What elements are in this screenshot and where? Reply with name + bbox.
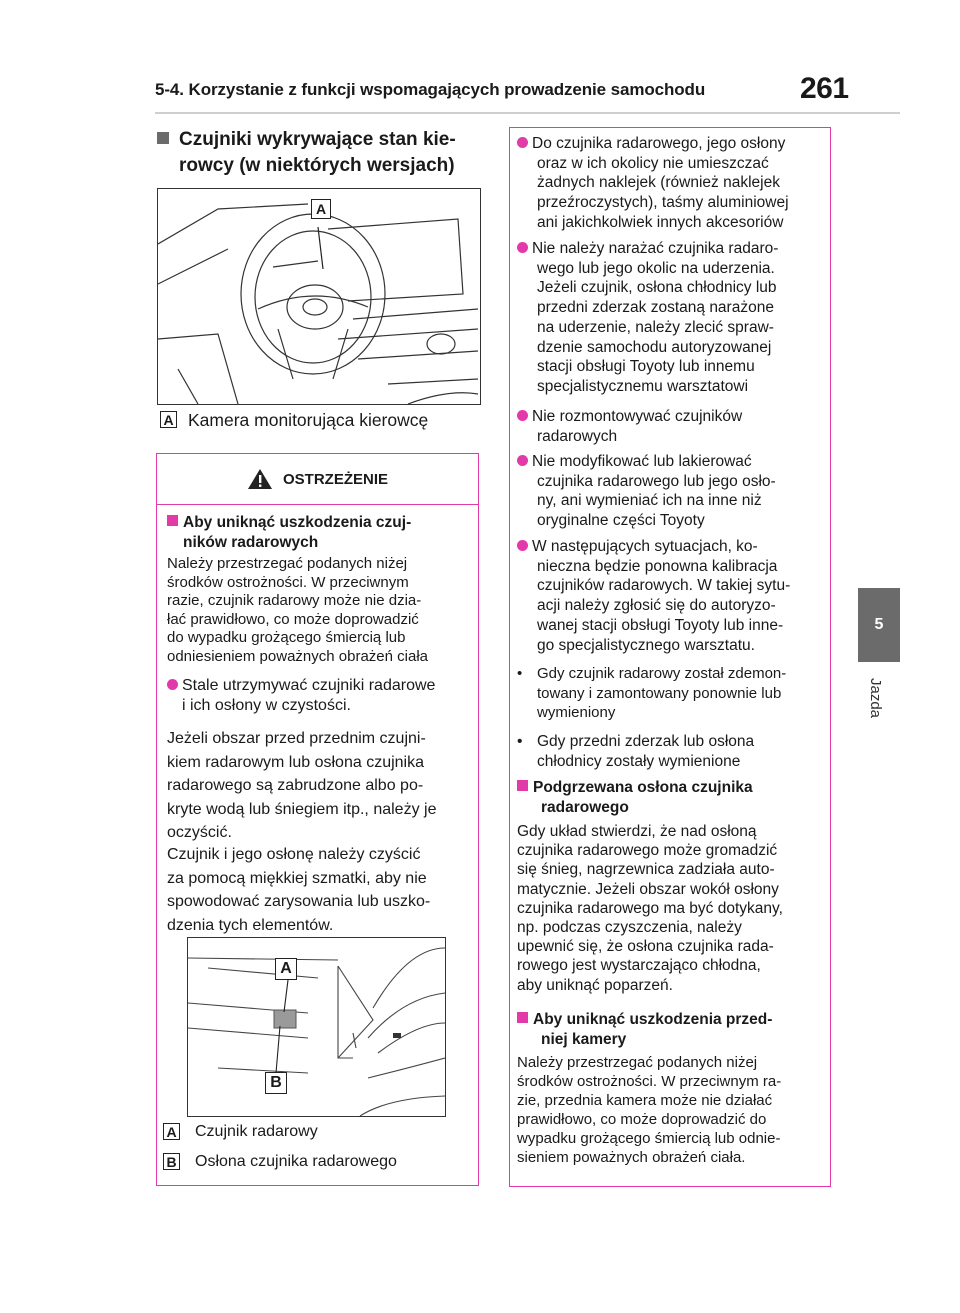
section-title-line2: rowcy (w niektórych wersjach) xyxy=(179,155,455,176)
bullet-dot-icon xyxy=(517,455,528,466)
text-line: stacji obsługi Toyoty lub innemu xyxy=(537,358,755,376)
right-sub-1 xyxy=(517,664,829,723)
text-line: Stale utrzymywać czujniki radarowe xyxy=(182,677,436,694)
text-line: Nie modyfikować lub lakierować xyxy=(532,453,752,470)
text-line: do wypadku grożącego śmiercią lub xyxy=(167,629,406,647)
text-line: ani jakichkolwiek innych akcesoriów xyxy=(537,213,784,231)
text-line: dzenia tych elementów. xyxy=(167,916,334,934)
text-line: i ich osłony w czystości. xyxy=(182,697,351,714)
text-line: Gdy przedni zderzak lub osłona xyxy=(537,733,755,750)
text-line: przeźroczystych), taśmy aluminiowej xyxy=(537,194,789,212)
text-line: czujników radarowych. W takiej sytu- xyxy=(537,577,791,595)
text-line: Gdy układ stwierdzi, że nad osłoną xyxy=(517,823,757,840)
text-line: razie, czujnik radarowy może nie dzia- xyxy=(167,592,422,610)
text-line: W następujących sytuacjach, ko- xyxy=(532,538,758,555)
text-line: matycznie. Jeżeli obszar wokół osłony xyxy=(517,880,779,898)
text-line: oryginalne części Toyoty xyxy=(537,512,705,530)
text-line: wymieniony xyxy=(537,704,616,722)
square-bullet-icon xyxy=(517,1012,528,1023)
chapter-label: Jazda xyxy=(867,678,884,719)
text-line: spowodować zarysowania lub uszko- xyxy=(167,893,431,910)
text-line: oczyścić. xyxy=(167,824,232,842)
text-line: oraz w ich okolicy nie umieszczać xyxy=(537,154,769,172)
text-line: czujnika radarowego może gromadzić xyxy=(517,842,778,860)
bullet-marker: • xyxy=(517,665,523,682)
text-line: się śnieg, nagrzewnica zadziała auto- xyxy=(517,861,775,879)
warning-subtitle xyxy=(167,513,472,553)
text-line: radarowych xyxy=(537,427,618,445)
radar-sensor-figure xyxy=(187,937,446,1117)
text-line: dzenie samochodu autoryzowanej xyxy=(537,338,772,356)
text-line: odniesieniem poważnych obrażeń ciała xyxy=(167,647,428,665)
heated-cover-subtitle xyxy=(517,778,829,817)
text-line: przedni zderzak zostaną narażone xyxy=(537,299,774,317)
text-line: za pomocą miękkiej szmatki, aby nie xyxy=(167,869,427,887)
front-bumper-illustration xyxy=(188,938,445,1116)
text-line: chłodnicy zostały wymienione xyxy=(537,752,741,770)
text-line: wego lub jego okolic na uderzenia. xyxy=(537,259,775,277)
square-bullet-icon xyxy=(167,515,178,526)
text-line: żadnych naklejek (również naklejek xyxy=(537,174,780,192)
square-bullet-icon xyxy=(157,132,169,144)
figure-caption: Kamera monitorująca kierowcę xyxy=(188,410,429,430)
text-line: rowego jest wystarczająco chłodna, xyxy=(517,957,761,975)
section-title xyxy=(157,127,487,179)
text-line: go specjalistycznego warsztatu. xyxy=(537,636,755,654)
text-line: na uderzenie, należy zlecić spraw- xyxy=(537,318,774,336)
right-sub-2 xyxy=(517,732,829,771)
text-line: łać prawidłowo, co może doprowadzić xyxy=(167,610,419,628)
bullet-marker: • xyxy=(517,733,523,750)
warning-subtitle-line2: ników radarowych xyxy=(183,534,319,551)
text-line: upewnić się, że osłona czujnika rada- xyxy=(517,938,774,956)
text-line: prawidłowo, co może doprowadzić do xyxy=(517,1111,767,1128)
chapter-tab[interactable]: 5 xyxy=(858,588,900,662)
right-bullet-4 xyxy=(517,452,829,531)
text-line: sieniem poważnych obrażeń ciała. xyxy=(517,1149,746,1166)
legend-label-b: B xyxy=(163,1153,180,1170)
callout-a: A xyxy=(275,958,297,980)
right-bullet-1 xyxy=(517,134,829,233)
text-line: radarowego są zabrudzone albo po- xyxy=(167,777,424,795)
driver-camera-figure xyxy=(157,188,481,405)
warning-header xyxy=(157,454,478,505)
legend-text-b: Osłona czujnika radarowego xyxy=(195,1153,397,1170)
text-line: nieczna będzie ponowna kalibracja xyxy=(537,557,778,575)
text-line: czujnika radarowego ma być dotykany, xyxy=(517,899,783,917)
cockpit-illustration xyxy=(158,189,480,404)
warning-box xyxy=(156,453,479,1186)
text-line: ny, ani wymieniać ich na inne niż xyxy=(537,492,762,510)
text-line: Gdy czujnik radarowy został zdemon- xyxy=(537,665,787,682)
warning-title: OSTRZEŻENIE xyxy=(282,470,388,488)
legend-text-a: Czujnik radarowy xyxy=(195,1123,318,1140)
text-line: niej kamery xyxy=(541,1030,627,1048)
camera-subtitle xyxy=(517,1010,829,1049)
bullet-dot-icon xyxy=(517,540,528,551)
right-bullet-2 xyxy=(517,239,829,397)
right-bullet-5 xyxy=(517,537,829,655)
running-header: 5-4. Korzystanie z funkcji wspomagających prowadzenie samochodu xyxy=(155,80,706,99)
warning-subtitle-line1: Aby uniknąć uszkodzenia czuj- xyxy=(183,514,412,531)
warning-paragraph-2 xyxy=(167,727,472,845)
right-bullet-3 xyxy=(517,407,829,446)
text-line: aby uniknąć poparzeń. xyxy=(517,976,673,994)
legend-label-a: A xyxy=(163,1123,180,1140)
bullet-dot-icon xyxy=(517,242,528,253)
bullet-dot-icon xyxy=(517,410,528,421)
text-line: zie, przednia kamera może nie działać xyxy=(517,1092,773,1109)
bullet-dot-icon xyxy=(517,137,528,148)
text-line: Jeżeli obszar przed przednim czujni- xyxy=(167,730,426,747)
bullet-dot-icon xyxy=(167,679,178,690)
warning-paragraph-3 xyxy=(167,843,472,937)
text-line: kryte wodą lub śniegiem itp., należy je xyxy=(167,800,437,818)
callout-b: B xyxy=(265,1072,287,1094)
heated-cover-paragraph xyxy=(517,822,829,995)
text-line: Nie należy narażać czujnika radaro- xyxy=(532,240,779,257)
text-line: Do czujnika radarowego, jego osłony xyxy=(532,135,786,152)
warning-paragraph-1 xyxy=(167,555,472,667)
text-line: acji należy zgłosić się do autoryzo- xyxy=(537,597,776,615)
camera-paragraph xyxy=(517,1053,829,1167)
page-number: 261 xyxy=(800,72,849,105)
text-line: specjalistycznemu warsztatowi xyxy=(537,377,749,395)
square-bullet-icon xyxy=(517,780,528,791)
caption-label-a: A xyxy=(160,411,177,428)
text-line: Jeżeli czujnik, osłona chłodnicy lub xyxy=(537,279,777,297)
text-line: Podgrzewana osłona czujnika xyxy=(533,779,753,796)
header-rule xyxy=(155,112,900,114)
callout-a: A xyxy=(311,199,331,219)
text-line: Nie rozmontowywać czujników xyxy=(532,408,743,425)
text-line: towany i zamontowany ponownie lub xyxy=(537,684,782,702)
section-title-line1: Czujniki wykrywające stan kie- xyxy=(179,129,456,150)
text-line: radarowego xyxy=(541,798,629,816)
caution-box xyxy=(509,127,831,1187)
warning-bullet xyxy=(167,676,472,716)
warning-triangle-icon xyxy=(247,468,273,490)
text-line: środków ostrożności. W przeciwnym ra- xyxy=(517,1073,782,1090)
text-line: Należy przestrzegać podanych niżej xyxy=(167,555,408,572)
text-line: kiem radarowym lub osłona czujnika xyxy=(167,753,424,771)
text-line: np. podczas czyszczenia, należy xyxy=(517,919,742,937)
text-line: wypadku grożącego śmiercią lub odnie- xyxy=(517,1130,781,1147)
text-line: środków ostrożności. W przeciwnym xyxy=(167,573,409,591)
text-line: Należy przestrzegać podanych niżej xyxy=(517,1054,758,1071)
text-line: Czujnik i jego osłonę należy czyścić xyxy=(167,846,421,863)
text-line: czujnika radarowego lub jego osło- xyxy=(537,472,776,490)
text-line: wanej stacji obsługi Toyoty lub inne- xyxy=(537,616,784,634)
text-line: Aby uniknąć uszkodzenia przed- xyxy=(533,1011,773,1028)
